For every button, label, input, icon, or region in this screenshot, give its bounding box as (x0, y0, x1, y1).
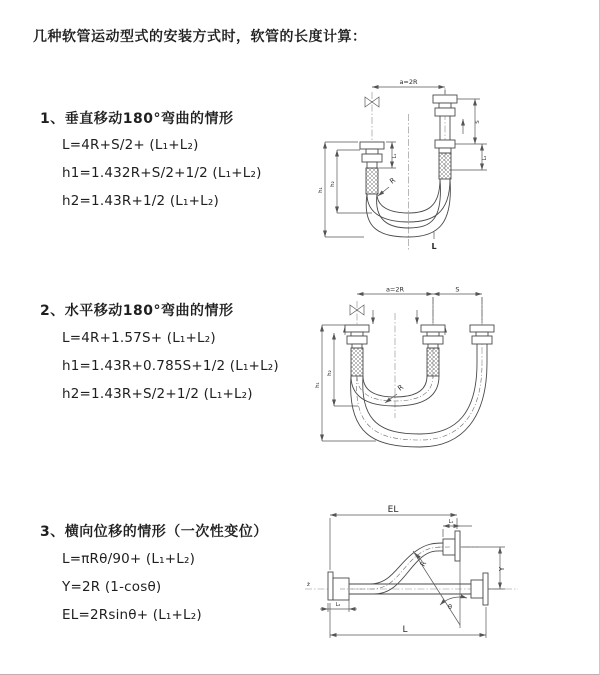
section-3-formula-l: L=πRθ/90+ (L₁+L₂) (62, 551, 196, 567)
centerlines (372, 88, 445, 250)
section-1-formula-h1: h1=1.432R+S/2+1/2 (L₁+L₂) (62, 165, 262, 181)
section-1-formula-h2: h2=1.43R+1/2 (L₁+L₂) (62, 193, 219, 209)
section-3-formula-y: Y=2R (1-cosθ) (62, 579, 162, 595)
diagram-horizontal-180 (312, 283, 572, 463)
centerlines (357, 297, 482, 418)
dim-l2-fitting (320, 600, 357, 612)
dim-label-s: S (455, 285, 460, 294)
dim-label-el: EL (387, 505, 399, 515)
section-3-formula-el: EL=2Rsinθ+ (L₁+L₂) (62, 607, 202, 623)
section-2-formula-h1: h1=1.43R+0.785S+1/2 (L₁+L₂) (62, 358, 279, 374)
length-callout (431, 232, 436, 251)
dim-label-a2r: a=2R (385, 285, 405, 294)
dim-label-a2r: a=2R (399, 78, 418, 86)
dim-h1 (318, 142, 364, 237)
dim-label-l2: L₂ (482, 155, 488, 161)
dim-label-y: Y (498, 566, 506, 572)
dim-label-l1: L₁ (448, 519, 454, 525)
dim-label-h2: h₂ (330, 181, 336, 187)
length-label: L (431, 242, 437, 251)
radius-label: R (418, 559, 429, 568)
section-2-formula-l: L=4R+1.57S+ (L₁+L₂) (62, 330, 216, 346)
dim-l2-fitting (451, 144, 488, 170)
radius-label: R (388, 176, 398, 186)
dim-label-s: S (475, 120, 481, 124)
dim-label-l1: L₁ (392, 153, 398, 159)
diagram-lateral-displacement (300, 503, 530, 658)
section-1-formula-l: L=4R+S/2+ (L₁+L₂) (62, 137, 199, 153)
dim-label-h1: h₁ (318, 187, 324, 193)
page-title: 几种软管运动型式的安装方式时，软管的长度计算： (33, 29, 367, 45)
diagram-vertical-180 (312, 72, 547, 257)
dim-s (455, 99, 487, 144)
dim-a2r (372, 78, 445, 94)
radius-callout (415, 553, 428, 568)
dim-el (330, 505, 457, 570)
datum-mark: z̄ (307, 582, 310, 588)
flange-left (328, 572, 349, 600)
flange-right-top (443, 531, 460, 561)
flange-fitting-middle (421, 325, 445, 376)
section-2-heading: 2、水平移动180°弯曲的情形 (40, 303, 234, 319)
angle-label: θ (448, 603, 452, 611)
flange-fitting-left (345, 325, 369, 376)
section-1-heading: 1、垂直移动180°弯曲的情形 (40, 111, 234, 127)
section-2-formula-h2: h2=1.43R+S/2+1/2 (L₁+L₂) (62, 386, 253, 402)
radius-callout (378, 176, 397, 196)
hose-curves (351, 363, 487, 447)
dim-label-h1: h₁ (315, 382, 321, 388)
dim-label-h2: h₂ (327, 370, 333, 376)
flange-fitting-right (433, 95, 457, 179)
radius-label: R (396, 383, 406, 393)
section-3-heading: 3、横向位移的情形（一次性变位） (40, 524, 268, 540)
flange-right-bottom (471, 573, 488, 605)
dim-label-l2: L₂ (335, 602, 341, 608)
dim-l (330, 603, 486, 638)
dim-a2r (357, 286, 482, 324)
dim-label-l: L (402, 625, 408, 635)
